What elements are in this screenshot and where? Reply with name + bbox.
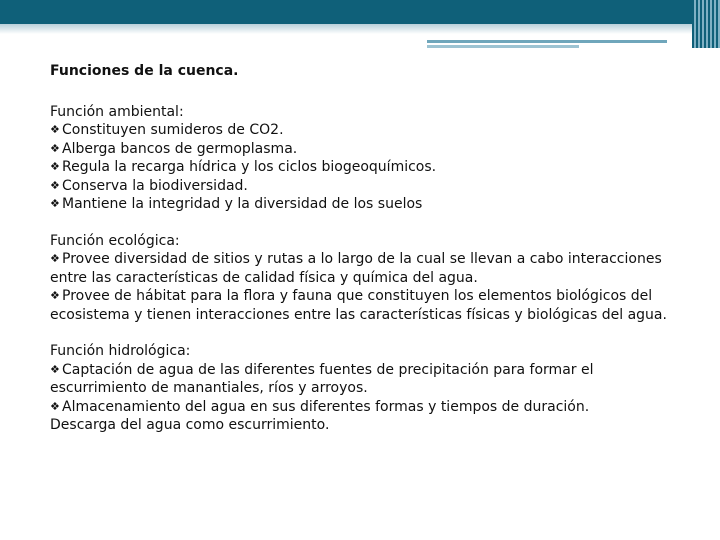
diamond-bullet-icon: ❖ <box>50 178 60 192</box>
section-hidrologica <box>50 342 690 435</box>
diamond-bullet-icon: ❖ <box>50 141 60 155</box>
bullet-item <box>50 250 690 287</box>
bullet-item <box>50 121 690 140</box>
bullet-item <box>50 287 690 324</box>
diamond-bullet-icon: ❖ <box>50 289 60 302</box>
header-band-shadow <box>0 24 720 34</box>
diamond-bullet-icon: ❖ <box>50 362 60 376</box>
bullet-item <box>50 398 690 417</box>
bullet-item <box>50 361 690 398</box>
section-heading: Función ambiental: <box>50 103 184 120</box>
section-heading: Función ecológica: <box>50 232 180 249</box>
bullet-text: Almacenamiento del agua en sus diferentes formas y tiempos de duración. <box>62 398 590 415</box>
diamond-bullet-icon: ❖ <box>50 160 60 173</box>
bullet-text: Captación de agua de las diferentes fuentes de precipitación para formar el escurrimiento de manantiales, ríos y arroyos. <box>50 361 594 396</box>
section-heading: Función hidrológica: <box>50 343 191 359</box>
section-ecologica <box>50 232 690 325</box>
bullet-item <box>50 195 690 214</box>
slide-title: Funciones de la cuenca. <box>50 63 239 79</box>
bullet-item <box>50 158 690 177</box>
trailing-text: Descarga del agua como escurrimiento. <box>50 417 330 433</box>
header-band <box>0 0 720 24</box>
diamond-bullet-icon: ❖ <box>50 252 60 265</box>
bullet-text: Provee de hábitat para la flora y fauna que constituyen los elementos biológicos del ecosistema y tienen interacciones entre las características físicas y biológicas del agua. <box>50 288 667 323</box>
bullet-text: Provee diversidad de sitios y rutas a lo largo de la cual se llevan a cabo interacciones entre las características de calidad física y química del agua. <box>50 251 662 286</box>
accent-line-short <box>427 45 579 48</box>
diamond-bullet-icon: ❖ <box>50 197 60 210</box>
diamond-bullet-icon: ❖ <box>50 399 60 413</box>
bullet-text: Constituyen sumideros de CO2. <box>62 122 284 138</box>
section-ambiental <box>50 103 690 214</box>
bullet-item <box>50 177 690 196</box>
bullet-item <box>50 140 690 159</box>
decorative-stripes <box>692 0 720 48</box>
bullet-text: Alberga bancos de germoplasma. <box>62 140 298 157</box>
bullet-text: Mantiene la integridad y la diversidad de los suelos <box>62 196 423 212</box>
diamond-bullet-icon: ❖ <box>50 123 60 136</box>
bullet-text: Conserva la biodiversidad. <box>62 177 248 194</box>
bullet-text: Regula la recarga hídrica y los ciclos biogeoquímicos. <box>62 159 437 175</box>
accent-line-long <box>427 40 667 43</box>
slide-content <box>50 62 690 453</box>
